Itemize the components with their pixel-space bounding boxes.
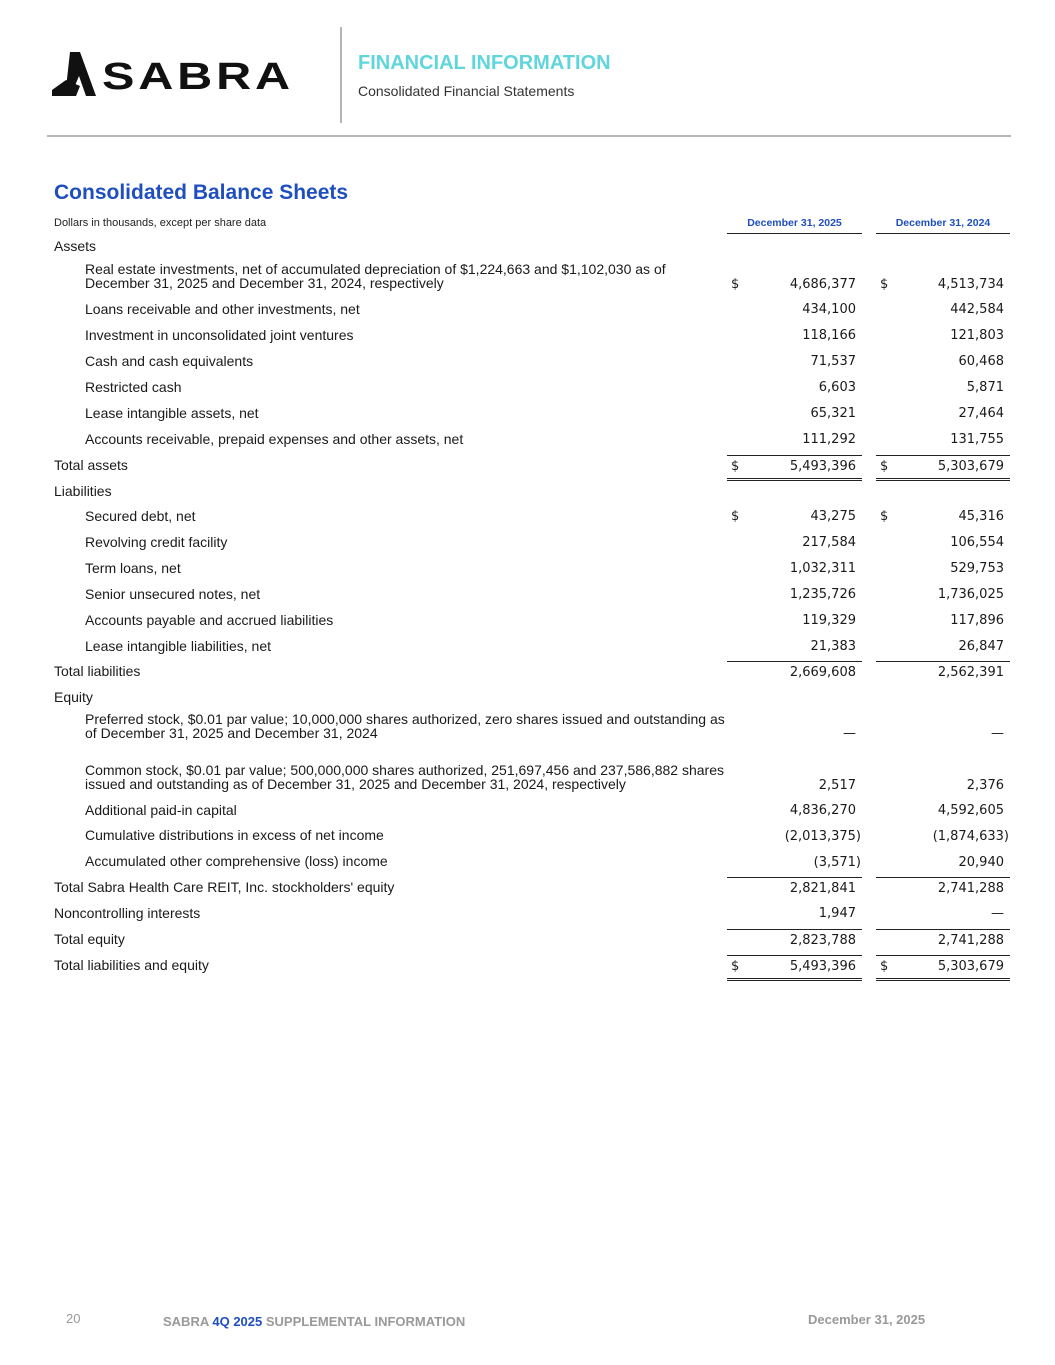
value-2024 [876, 429, 1010, 451]
cell-value: 2,562,391 [937, 665, 1004, 680]
currency-symbol: $ [880, 509, 889, 524]
row-label: Total assets [54, 457, 128, 473]
footer-date: December 31, 2025 [808, 1312, 926, 1327]
cell-value: 4,836,270 [789, 803, 856, 818]
footer-brand: SABRA 4Q 2025 SUPPLEMENTAL INFORMATION [163, 1314, 466, 1329]
value-2024 [876, 351, 1010, 373]
cell-value: 5,493,396 [789, 959, 856, 974]
cell-value: 442,584 [950, 302, 1004, 317]
row-label: Restricted cash [85, 379, 182, 395]
cell-value: 1,032,311 [789, 561, 856, 576]
cell-value: 111,292 [802, 432, 856, 447]
value-2025 [727, 299, 862, 321]
value-2024 [876, 455, 1010, 481]
cell-value: — [991, 726, 1004, 741]
row-label: Lease intangible assets, net [85, 405, 259, 421]
row-label: Total liabilities and equity [54, 957, 209, 973]
row-label: Senior unsecured notes, net [85, 586, 261, 602]
cell-value: 71,537 [810, 354, 856, 369]
value-2025 [727, 558, 862, 580]
value-2025 [727, 826, 862, 848]
row-label: Additional paid-in capital [85, 802, 237, 818]
value-2025 [727, 723, 862, 745]
currency-symbol: $ [731, 277, 740, 292]
page-number: 20 [66, 1311, 81, 1326]
value-2024 [876, 800, 1010, 822]
cell-value: 529,753 [950, 561, 1004, 576]
cell-value: 5,303,679 [937, 959, 1004, 974]
cell-value: 43,275 [810, 509, 856, 524]
value-2024 [876, 877, 1010, 900]
value-2024 [876, 274, 1010, 296]
value-2024 [876, 775, 1010, 797]
cell-value: 4,686,377 [789, 277, 856, 292]
value-2025 [727, 929, 862, 952]
value-2025 [727, 610, 862, 632]
cell-value: 1,947 [818, 906, 856, 921]
value-2024 [876, 903, 1010, 925]
currency-symbol: $ [880, 959, 889, 974]
cell-value: 27,464 [958, 406, 1004, 421]
row-label: Investment in unconsolidated joint ventures [85, 327, 354, 343]
section-subtitle: Consolidated Financial Statements [358, 83, 575, 99]
cell-value: 2,741,288 [937, 881, 1004, 896]
value-2024 [876, 299, 1010, 321]
value-2024 [876, 826, 1010, 848]
value-2025 [727, 351, 862, 373]
cell-value: 131,755 [950, 432, 1004, 447]
currency-symbol: $ [731, 459, 740, 474]
row-label: Accumulated other comprehensive (loss) income [85, 853, 388, 869]
row-label: Loans receivable and other investments, net [85, 301, 360, 317]
value-2025 [727, 636, 862, 658]
cell-value: 1,235,726 [789, 587, 856, 602]
page-title: Consolidated Balance Sheets [54, 181, 349, 204]
cell-value: 119,329 [802, 613, 856, 628]
value-2024 [876, 723, 1010, 745]
cell-value: — [843, 726, 856, 741]
cell-value: (1,874,633) [932, 829, 1009, 844]
currency-symbol: $ [880, 277, 889, 292]
value-2025 [727, 800, 862, 822]
cell-value: 20,940 [958, 855, 1004, 870]
row-label: Preferred stock, $0.01 par value; 10,000,000 shares authorized, zero shares issued and outstanding as of December 31, 2025 and December 31, 2024 [85, 711, 725, 741]
column-header-2024: December 31, 2024 [876, 217, 1010, 234]
header-rule [47, 135, 1011, 137]
cell-value: 121,803 [950, 328, 1004, 343]
cell-value: 2,376 [966, 778, 1004, 793]
value-2025 [727, 532, 862, 554]
row-label: Lease intangible liabilities, net [85, 638, 272, 654]
value-2024 [876, 403, 1010, 425]
header-divider [340, 27, 342, 123]
sabra-logo [52, 50, 297, 100]
row-label: Assets [54, 238, 97, 254]
cell-value: 434,100 [802, 302, 856, 317]
value-2024 [876, 584, 1010, 606]
row-label: Term loans, net [85, 560, 181, 576]
row-label: Real estate investments, net of accumulated depreciation of $1,224,663 and $1,102,030 as of December 31, 2025 and December 31, 2024, respectively [85, 261, 666, 291]
cell-value: 2,517 [818, 778, 856, 793]
row-label: Cumulative distributions in excess of net income [85, 827, 384, 843]
value-2025 [727, 506, 862, 528]
cell-value: 5,493,396 [789, 459, 856, 474]
value-2025 [727, 377, 862, 399]
row-label: Total Sabra Health Care REIT, Inc. stockholders' equity [54, 879, 395, 895]
row-label: Total equity [54, 931, 125, 947]
cell-value: 45,316 [958, 509, 1004, 524]
cell-value: 2,821,841 [789, 881, 856, 896]
value-2024 [876, 852, 1010, 874]
value-2025 [727, 403, 862, 425]
value-2024 [876, 661, 1010, 684]
cell-value: 4,513,734 [937, 277, 1004, 292]
row-label: Secured debt, net [85, 508, 196, 524]
cell-value: 1,736,025 [937, 587, 1004, 602]
row-label: Cash and cash equivalents [85, 353, 254, 369]
value-2025 [727, 661, 862, 684]
value-2024 [876, 955, 1010, 981]
value-2025 [727, 325, 862, 347]
value-2025 [727, 429, 862, 451]
cell-value: (2,013,375) [784, 829, 861, 844]
cell-value: 118,166 [802, 328, 856, 343]
value-2024 [876, 636, 1010, 658]
cell-value: 2,823,788 [789, 933, 856, 948]
row-label: Common stock, $0.01 par value; 500,000,000 shares authorized, 251,697,456 and 237,586,882 shares issued and outstanding as of December 31, 2025 and December 31, 2024, respectively [85, 762, 725, 792]
value-2025 [727, 955, 862, 981]
row-label: Total liabilities [54, 663, 141, 679]
cell-value: (3,571) [813, 855, 861, 870]
value-2025 [727, 274, 862, 296]
cell-value: 5,303,679 [937, 459, 1004, 474]
value-2024 [876, 610, 1010, 632]
value-2024 [876, 532, 1010, 554]
cell-value: 60,468 [958, 354, 1004, 369]
row-label: Revolving credit facility [85, 534, 228, 550]
cell-value: — [991, 906, 1004, 921]
cell-value: 217,584 [802, 535, 856, 550]
row-label: Accounts receivable, prepaid expenses and other assets, net [85, 431, 464, 447]
currency-symbol: $ [731, 959, 740, 974]
row-label: Accounts payable and accrued liabilities [85, 612, 334, 628]
currency-symbol: $ [731, 509, 740, 524]
row-label: Liabilities [54, 483, 112, 499]
value-2025 [727, 584, 862, 606]
value-2025 [727, 852, 862, 874]
cell-value: 65,321 [810, 406, 856, 421]
row-label: Equity [54, 689, 93, 705]
value-2024 [876, 377, 1010, 399]
cell-value: 117,896 [950, 613, 1004, 628]
row-label: Noncontrolling interests [54, 905, 201, 921]
cell-value: 2,741,288 [937, 933, 1004, 948]
cell-value: 4,592,605 [937, 803, 1004, 818]
value-2025 [727, 775, 862, 797]
value-2025 [727, 903, 862, 925]
cell-value: 26,847 [958, 639, 1004, 654]
cell-value: 2,669,608 [789, 665, 856, 680]
cell-value: 21,383 [810, 639, 856, 654]
value-2024 [876, 558, 1010, 580]
section-title: FINANCIAL INFORMATION [358, 52, 611, 74]
value-2024 [876, 506, 1010, 528]
value-2025 [727, 455, 862, 481]
units-note: Dollars in thousands, except per share data [54, 217, 267, 229]
value-2024 [876, 929, 1010, 952]
cell-value: 5,871 [966, 380, 1004, 395]
currency-symbol: $ [880, 459, 889, 474]
value-2025 [727, 877, 862, 900]
cell-value: 106,554 [950, 535, 1004, 550]
cell-value: 6,603 [818, 380, 856, 395]
svg-text:SABRA: SABRA [102, 56, 294, 98]
value-2024 [876, 325, 1010, 347]
column-header-2025: December 31, 2025 [727, 217, 862, 234]
